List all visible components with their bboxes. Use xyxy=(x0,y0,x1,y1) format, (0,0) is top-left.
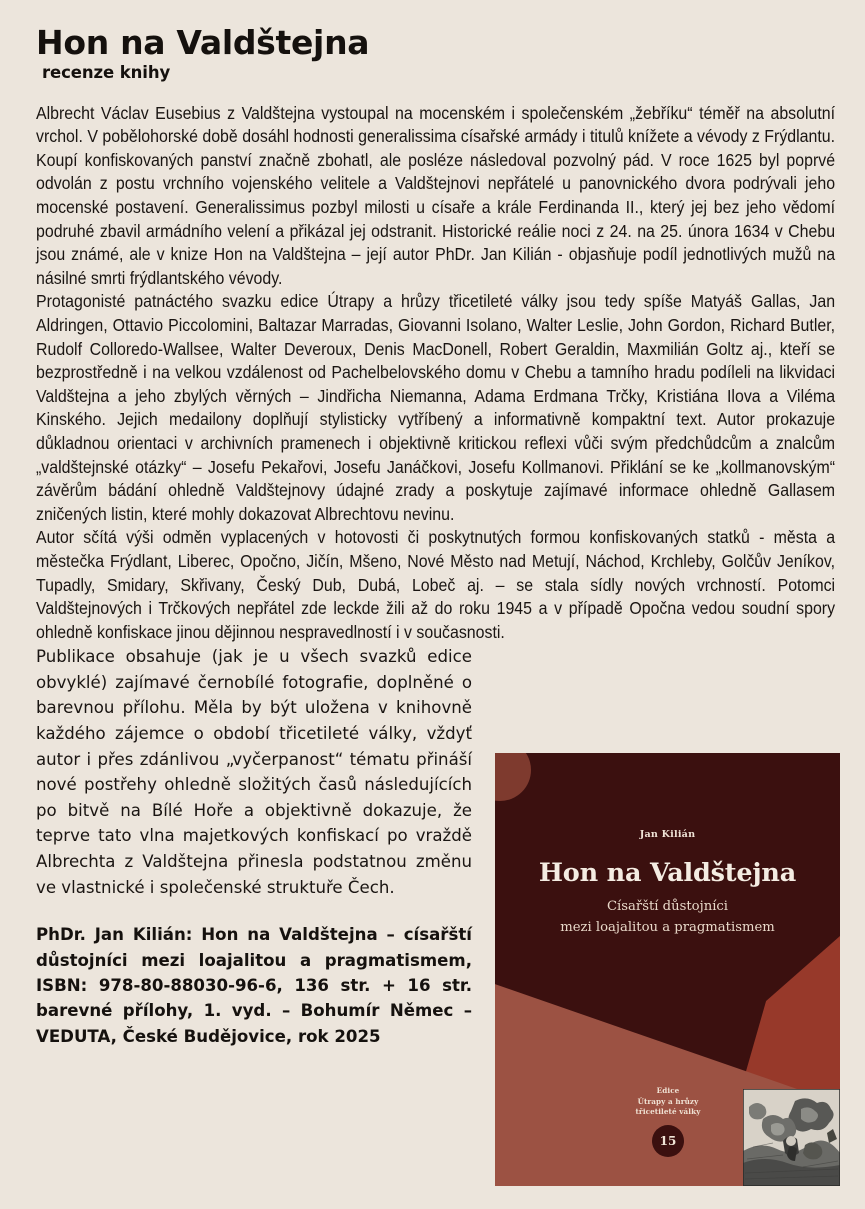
paragraph-2-text: Protagonisté patnáctého svazku edice Útrapy a hrůzy třicetileté války jsou tedy spíše Matyáš Gallas, Jan Aldringen, Ottavio Piccolomini, Baltazar Marradas, Giovanni Isolano, Walter Leslie, John Gordon, Richard Butler, Rudolf Colloredo-Wallsee, Walter Deveroux, Denis MacDonell, Robert Geraldin, Maxmilián Goltz aj., kteří se bezprostředně i na velkou vzdálenost od Pachelbelovského domu v Chebu a tamního hradu podíleli na likvidaci Valdštejna a jeho zbylých věrných – Jindřicha Niemanna, Adama Erdmana Trčky, Kristiána Ilova a Viléma Kinského. Jejich medailony doplňují stylisticky vytříbený a informativně kompaktní text. Autor prokazuje důkladnou orientaci v archivních pramenech i objektivně kritickou reflexi vůči svým předchůdcům a znalcům „valdštejnské otázky“ – Josefu Pekařovi, Josefu Janáčkovi, Josefu Kollmanovi. Přiklání se ke „kollmanovským“ závěrům bádání ohledně Valdštejnovy údajné zrady a poskytuje zajímavé informace ohledně Gallasem zničených listin, které mohly dokazovat Albrechtovu nevinu. xyxy=(36,291,836,524)
paragraph-3-text: Autor sčítá výši odměn vyplacených v hotovosti či poskytnutých formou konfiskovaných statků - města a městečka Frýdlant, Liberec, Opočno, Jičín, Mšeno, Nové Město nad Metují, Náchod, Krchleby, Golčův Jeníkov, Tupadly, Smidary, Skřivany, Český Dub, Dubá, Lobeč aj. – se stala sídly nových vrchností. Potomci Valdštejnových i Trčkových nepřátel zde leckde žili až do roku 1945 a v případě Opočna vedou soudní spory ohledně konfiskace jinou dějinnou nespravedlností i v současnosti. xyxy=(36,527,836,642)
page-subtitle: recenze knihy xyxy=(42,62,171,82)
paragraph-3 xyxy=(36,526,835,644)
paragraph-4: Publikace obsahuje (jak je u všech svazků edice obvyklé) zajímavé černobílé fotografie, doplněné o barevnou přílohu. Měla by být uložena v knihovně každého zájemce o období třicetileté války, vždyť autor i přes zdánlivou „vyčerpanost“ tématu přináší nové postřehy ohledně složitých časů následujících po bitvě na Bílé Hoře a objektivně dokazuje, že teprve tato vlna majetkových konfiskací po vraždě Albrechta z Valdštejna přinesla podstatnou změnu ve vlastnické i společenské struktuře Čech. xyxy=(36,647,472,897)
cover-edition-label: Edice xyxy=(656,1086,680,1095)
bibliography-block: PhDr. Jan Kilián: Hon na Valdštejna – císařští důstojníci mezi loajalitou a pragmatismem, ISBN: 978-80-88030-96-6, 136 str. + 16 str. barevné přílohy, 1. vyd. – Bohumír Němec – VEDUTA, České Budějovice, rok 2025 xyxy=(36,925,472,1046)
paragraph-1 xyxy=(36,102,835,291)
engraving-illustration xyxy=(743,1089,840,1186)
cover-author: Jan Kilián xyxy=(639,829,696,840)
cover-engraving-inset xyxy=(743,1089,840,1186)
article-upper-body xyxy=(36,102,835,645)
cover-subtitle-line2: mezi loajalitou a pragmatismem xyxy=(560,920,775,935)
cover-decorative-circle xyxy=(495,753,531,801)
page-title: Hon na Valdštejna xyxy=(36,23,370,62)
paragraph-2 xyxy=(36,290,835,526)
book-cover-image xyxy=(495,753,840,1186)
cover-edition-line2: třicetileté války xyxy=(635,1107,701,1117)
cover-edition-block xyxy=(613,1086,723,1118)
cover-subtitle-line1: Císařští důstojníci xyxy=(606,899,729,914)
cover-title: Hon na Valdštejna xyxy=(538,858,797,888)
cover-edition-line1: Útrapy a hrůzy xyxy=(637,1096,699,1106)
cover-volume-badge: 15 xyxy=(652,1125,684,1157)
paragraph-1-text: Albrecht Václav Eusebius z Valdštejna vystoupal na mocenském i společenském „žebříku“ téměř na absolutní vrchol. V pobělohorské době dosáhl hodnosti generalissima císařské armády i titulů knížete a vévody z Frýdlantu. Koupí konfiskovaných panství značně zbohatl, ale posléze následoval pozvolný pád. V roce 1625 byl poprvé odvolán z postu vrchního vojenského velitele a Valdštejnovi nepřátelé u panovnického dvora podrývali jeho mocenské postavení. Generalissimus pozbyl milosti u císaře a krále Ferdinanda II., který jej bez jeho vědomí podruhé zbavil armádního velení a přikázal jej odstranit. Historické reálie noci z 24. na 25. února 1634 v Chebu jsou známé, ale v knize Hon na Valdštejna – její autor PhDr. Jan Kilián - objasňuje podíl jednotlivých mužů na násilné smrti frýdlantského vévody. xyxy=(36,102,836,288)
